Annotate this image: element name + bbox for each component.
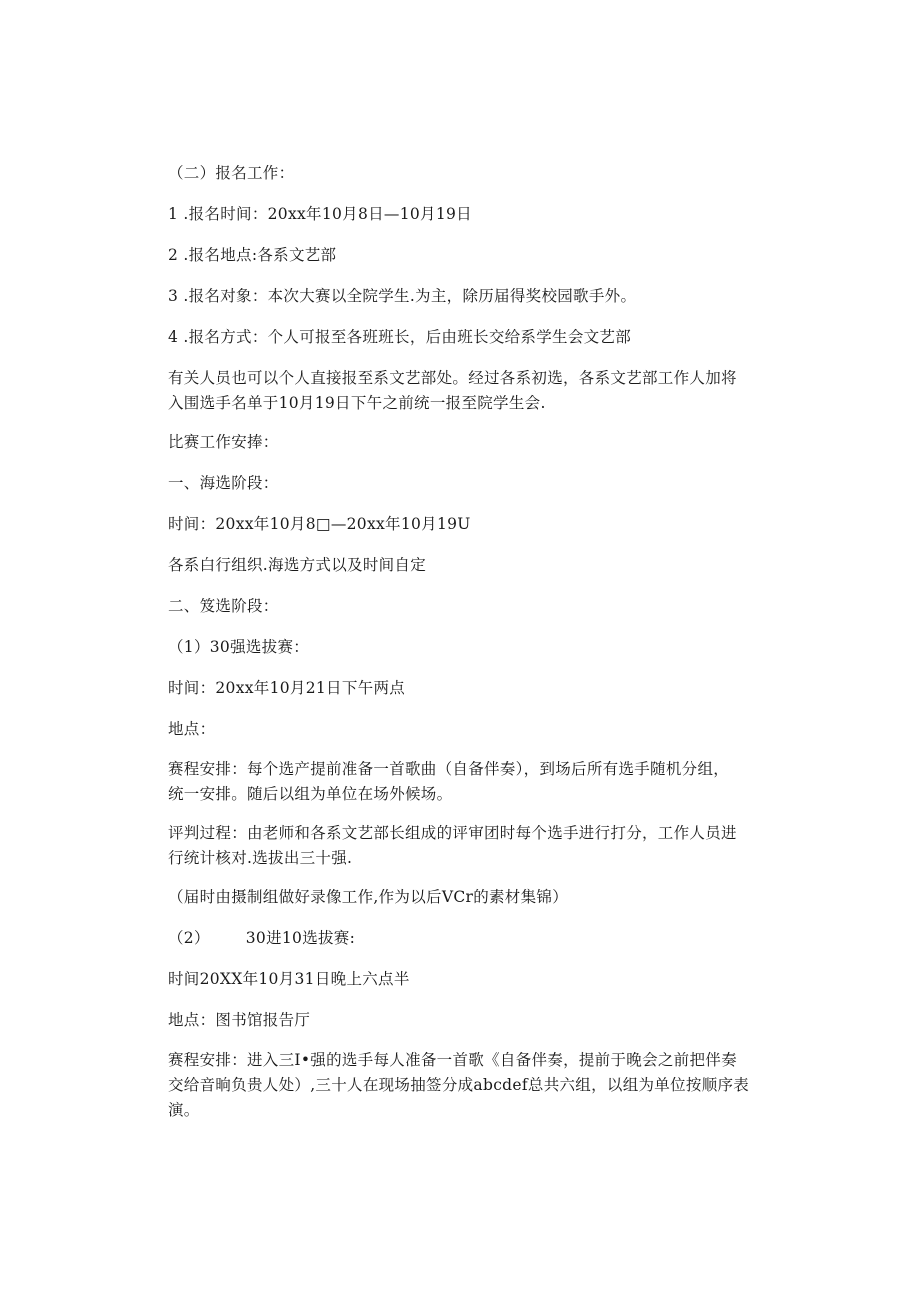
paragraph-line: 统一安排。随后以组为单位在场外候场。 [168, 785, 453, 803]
filming-note: （届时由摄制组做好录像工作,作为以后VCr的素材集锦） [168, 888, 568, 906]
top30-location: 地点： [168, 720, 216, 738]
stage-heading-audition: 一、海选阶段： [168, 474, 279, 492]
paragraph-line: 赛程安排：进入三I•强的选手每人准备一首歌《自备伴奏，提前于晚会之前把伴奏 [168, 1051, 737, 1069]
section-heading-schedule: 比赛工作安捧： [168, 433, 279, 451]
paragraph-line: 评判过程：由老师和各系文艺部长组成的评审团时每个选手进行打分，工作人员进 [168, 824, 737, 842]
paragraph-line: 入围选手名单于10月19日下午之前统一报至院学生会. [168, 394, 546, 412]
stage-heading-selection: 二、笈选阶段： [168, 597, 279, 615]
paragraph-line: 演。 [168, 1101, 200, 1119]
round-heading-top30: （1）30强选拔赛： [168, 638, 310, 656]
registration-location: 2 .报名地点:各系文艺部 [168, 246, 337, 264]
top10-time: 时间20XX年10月31日晚上六点半 [168, 970, 410, 988]
section-heading-registration: （二）报名工作： [168, 164, 295, 182]
paragraph-line: 行统计核对.选拔出三十强. [168, 849, 353, 867]
paragraph-line: 交给音晌负贵人处）,三十人在现场抽签分成abcdef总共六组，以组为单位按顺序表 [168, 1076, 750, 1094]
registration-time: 1 .报名时间：20xx年10月8日—10月19日 [168, 205, 472, 223]
round-heading-top10 [168, 927, 788, 949]
audition-note: 各系白行组织.海选方式以及时间自定 [168, 556, 427, 574]
registration-method: 4 .报名方式：个人可报至各班班长，后由班长交给系学生会文艺部 [168, 328, 632, 346]
top30-time: 时间：20xx年10月21日下午两点 [168, 679, 406, 697]
paragraph-line: 赛程安排：每个选产提前准备一首歌曲（自备伴奏），到场后所有选手随机分组， [168, 760, 730, 778]
round-number: （2） [168, 929, 210, 947]
round-title: 30进10选拔赛: [245, 929, 356, 947]
audition-time: 时间：20xx年10月8□—20xx年10月19U [168, 515, 471, 533]
registration-target: 3 .报名对象：本次大赛以全院学生.为主，除历届得奖校园歌手外。 [168, 287, 637, 305]
paragraph-line: 有关人员也可以个人直接报至系文艺部处。经过各系初选，各系文艺部工作人加将 [168, 369, 737, 387]
top10-location: 地点：图书馆报告厅 [168, 1011, 311, 1029]
